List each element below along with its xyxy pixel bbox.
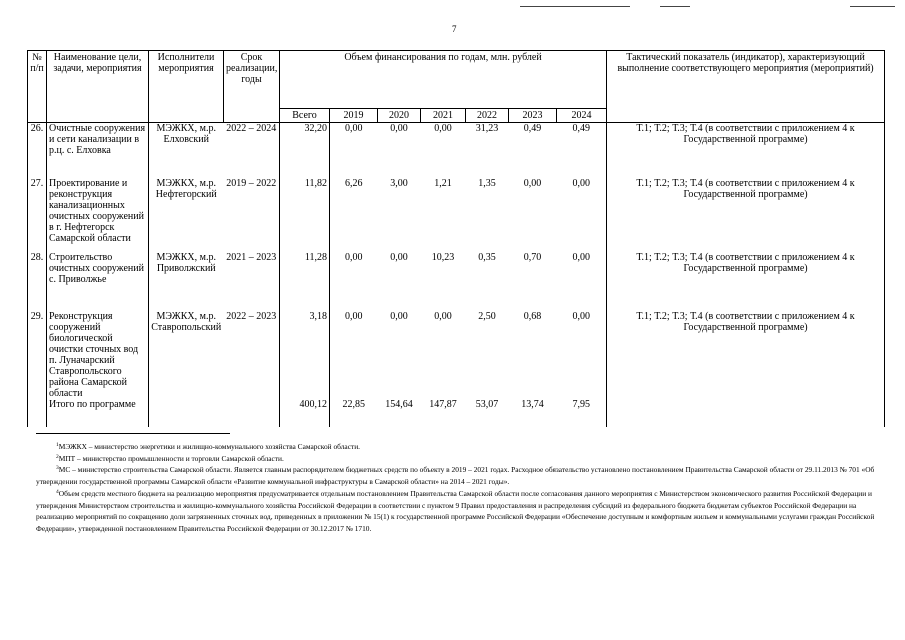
row-value: 1,35	[478, 177, 496, 189]
row-term: 2019 – 2022	[226, 177, 277, 189]
total-value: 53,07	[475, 398, 499, 410]
footnote-text: Объем средств местного бюджета на реализацию мероприятия предусматривается отдельным постановлением Правительства Самарской области после согласования данного мероприятия с Министерством экономического развития Российской Федерации и утверждения Министерством строительства и жилищно-коммунального хозяйства Российской Федерации в соответствии с пунктом 9 Правил предоставления и распределения субсидий из федерального бюджета бюджетам субъектов Российской Федерации на реализацию мероприятий по сокращению доли загрязненных сточных вод, приведенных в приложении № 15(1) к государственной программе Российской Федерации «Обеспечение доступным и комфортным жильем и коммунальными услугами граждан Российской Федерации», утвержденной постановлением Правительства Российской Федерации от 30.12.2017 № 1710.	[36, 488, 875, 533]
row-value: 3,00	[390, 177, 408, 189]
footnote-mark: 2	[56, 453, 59, 460]
row-value: 0,00	[572, 177, 591, 189]
row-value: 0,00	[434, 123, 452, 134]
table-row	[28, 178, 885, 252]
footnotes	[36, 441, 882, 535]
row-num: 29.	[28, 311, 47, 399]
footnote	[36, 488, 882, 535]
footnote	[36, 453, 882, 465]
header-num: № п/п	[28, 51, 47, 123]
total-value: 7,95	[572, 398, 591, 410]
footnote-text: МС – министерство строительства Самарской области. Является главным распорядителем бюджетных средств по объекту в 2019 – 2021 годах. Расходное обязательство установлено постановлением Правительства Самарской области от 29.11.2013 № 701 «Об утверждении государственной программы Самарской области «Развитие коммунальной инфраструктуры в Самарской области» на 2014 – 2021 годы».	[36, 465, 875, 487]
row-value: 32,20	[280, 123, 330, 178]
row-value: 0,35	[478, 251, 496, 263]
scan-mark	[660, 6, 690, 7]
row-value: 0,00	[523, 177, 542, 189]
row-term: 2021 – 2023	[226, 251, 277, 263]
subheader-cell: 2023	[509, 109, 557, 123]
row-num: 26.	[28, 123, 47, 178]
row-value: 11,28	[280, 252, 330, 311]
table-row	[28, 123, 885, 178]
row-executor: МЭЖКХ, м.р. Приволжский	[156, 251, 216, 274]
total-value: 13,74	[521, 398, 544, 410]
footnote-mark: 1	[56, 442, 59, 448]
footnote	[36, 464, 882, 487]
header-term: Срок реализации, годы	[224, 51, 280, 123]
footnote-mark: 4	[56, 488, 59, 495]
row-value: 0,00	[390, 123, 408, 134]
row-value: 0,00	[390, 310, 408, 322]
row-value: 0,00	[434, 310, 452, 322]
header-name: Наименование цели, задачи, мероприятия	[47, 51, 149, 123]
row-value: 0,70	[523, 251, 542, 263]
row-value: 0,49	[523, 123, 542, 134]
row-value: 0,00	[390, 251, 408, 263]
total-value: 22,85	[342, 398, 365, 410]
row-value: 0,00	[345, 310, 363, 322]
row-indicator: Т.1; Т.2; Т.3; Т.4 (в соответствии с приложением 4 к Государственной программе)	[607, 178, 885, 252]
row-value: 0,00	[345, 123, 363, 134]
subheader-cell: 2019	[330, 109, 378, 123]
row-value: 0,49	[572, 123, 591, 134]
row-value: 10,23	[431, 251, 455, 263]
total-row	[28, 399, 885, 427]
header-indicator: Тактический показатель (индикатор), характеризующий выполнение соответствующего мероприятия (мероприятий)	[607, 51, 885, 123]
row-term: 2022 – 2023	[226, 310, 277, 322]
row-executor: МЭЖКХ, м.р. Елховский	[156, 123, 216, 145]
row-executor: МЭЖКХ, м.р. Ставропольский	[151, 310, 222, 333]
footnote-mark: 3	[56, 465, 59, 472]
row-value: 6,26	[345, 177, 363, 189]
row-executor: МЭЖКХ, м.р. Нефтегорский	[155, 177, 217, 200]
row-term: 2022 – 2024	[226, 123, 277, 134]
subheader-cell: 2022	[466, 109, 509, 123]
row-value: 0,00	[572, 310, 591, 322]
row-name: Очистные сооружения и сети канализации в р.ц. с. Елховка	[47, 123, 149, 178]
row-value: 3,18	[280, 311, 330, 399]
total-value: 154,64	[385, 398, 413, 410]
subheader-cell: 2021	[421, 109, 466, 123]
row-value: 0,00	[345, 251, 363, 263]
row-value: 31,23	[475, 123, 499, 134]
scan-mark	[850, 6, 895, 7]
subheader-cell: Всего	[280, 109, 330, 123]
row-indicator: Т.1; Т.2; Т.3; Т.4 (в соответствии с приложением 4 к Государственной программе)	[607, 252, 885, 311]
row-value: 1,21	[434, 177, 452, 189]
table-row	[28, 311, 885, 399]
row-indicator: Т.1; Т.2; Т.3; Т.4 (в соответствии с приложением 4 к Государственной программе)	[607, 311, 885, 399]
funding-table	[27, 50, 885, 427]
total-value: 400,12	[280, 399, 330, 427]
row-name: Проектирование и реконструкция канализационных очистных сооружений в г. Нефтегорск Самарской области	[47, 178, 149, 252]
page-number: 7	[452, 24, 457, 34]
subheader-cell: 2024	[557, 109, 607, 123]
scan-mark	[520, 6, 630, 7]
footnote-text: МЭЖКХ – министерство энергетики и жилищно-коммунального хозяйства Самарской области.	[58, 442, 361, 451]
row-name: Строительство очистных сооружений с. Приволжье	[47, 252, 149, 311]
header-funding: Объем финансирования по годам, млн. рублей	[280, 51, 607, 109]
table-row	[28, 252, 885, 311]
footnotes-divider	[36, 433, 230, 434]
footnote-text: МПТ – министерство промышленности и торговли Самарской области.	[58, 453, 284, 463]
row-indicator: Т.1; Т.2; Т.3; Т.4 (в соответствии с приложением 4 к Государственной программе)	[607, 123, 885, 178]
table-header-row	[28, 51, 885, 109]
row-value: 11,82	[280, 178, 330, 252]
total-value: 147,87	[429, 398, 457, 410]
subheader-cell: 2020	[378, 109, 421, 123]
row-value: 0,68	[523, 310, 542, 322]
row-num: 28.	[28, 252, 47, 311]
row-value: 2,50	[478, 310, 496, 322]
row-num: 27.	[28, 178, 47, 252]
footnote	[36, 441, 882, 453]
header-executors: Исполнители мероприятия	[149, 51, 224, 123]
total-label: Итого по программе	[47, 399, 149, 427]
row-name: Реконструкция сооружений биологической очистки сточных вод п. Луначарский Ставропольского района Самарской области	[47, 311, 149, 399]
row-value: 0,00	[572, 251, 591, 263]
